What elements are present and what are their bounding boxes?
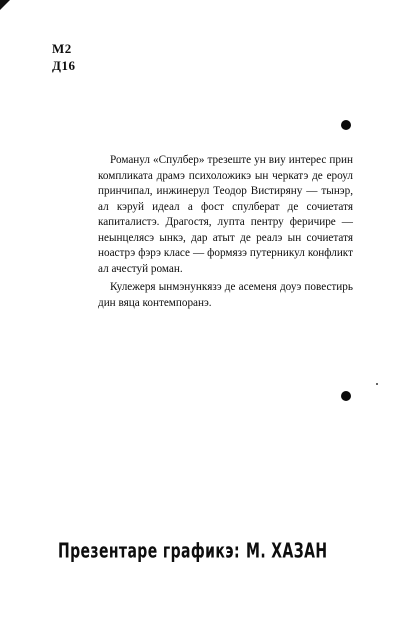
annotation-paragraph-1: Романул «Спулбер» трезеште ун виу интерес прин компликата драмэ психоложикэ ын черкатэ де ероул принчипал, инжинерул Теодор Вистиряну — тынэр, ал кэруй идеал а фост спулберат де сочиетатя капиталистэ. Драгостя, лупта пентру феричире — неынцелясэ ынкэ, дар атыт де реалэ ын сочиетатя ноастрэ фэрэ класе — формязэ путерникул конфликт ал ачестуй роман. (98, 154, 353, 275)
catalog-codes (52, 40, 75, 74)
credit-label: Презентаре графикэ: (58, 540, 240, 564)
ink-speck (376, 383, 378, 385)
bbk-code: Д16 (52, 58, 76, 73)
corner-mark (0, 0, 10, 10)
udc-code: М2 (52, 41, 72, 56)
ink-dot-bottom (341, 391, 351, 401)
credit-artist: М. ХАЗАН (245, 540, 328, 564)
book-annotation (98, 153, 353, 311)
ink-dot-top (341, 120, 351, 130)
graphic-design-credit (58, 540, 358, 563)
annotation-paragraph-2: Кулежеря ынмэнункязэ де асеменя доуэ повестирь дин вяца контемпоранэ. (98, 281, 353, 309)
